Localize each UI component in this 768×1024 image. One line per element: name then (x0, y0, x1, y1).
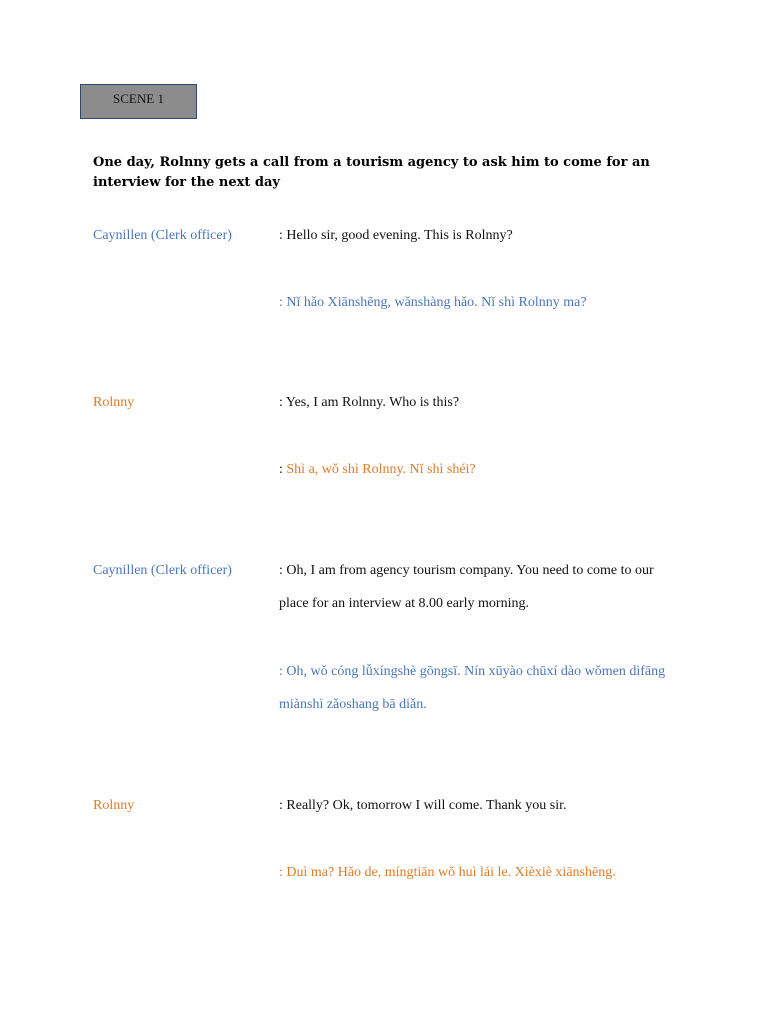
english-line: : Yes, I am Rolnny. Who is this? (279, 395, 460, 410)
pinyin-line: : Shì a, wǒ shì Rolnny. Nǐ shì shéi? (279, 462, 476, 477)
scene-intro: One day, Rolnny gets a call from a tourism agency to ask him to come for an interview for the next day (93, 155, 650, 190)
speaker-name: Caynillen (Clerk officer) (93, 563, 232, 578)
scene-label: SCENE 1 (113, 91, 164, 106)
pinyin-line: : Oh, wǒ cóng lǚxíngshè gōngsī. Nín xūyào chūxí dào wǒmen dìfāng miànshì zǎoshang bā diǎn. (279, 664, 666, 712)
english-line: : Hello sir, good evening. This is Rolnny? (279, 228, 513, 243)
speaker-name: Caynillen (Clerk officer) (93, 228, 232, 243)
pinyin-line: : Nǐ hǎo Xiānshēng, wǎnshàng hǎo. Nǐ shì Rolnny ma? (279, 295, 587, 310)
english-line: : Oh, I am from agency tourism company. You need to come to our place for an interview at 8.00 early morning. (279, 563, 654, 611)
english-line: : Really? Ok, tomorrow I will come. Thank you sir. (279, 798, 567, 813)
speaker-name: Rolnny (93, 395, 135, 410)
pinyin-line: : Duì ma? Hǎo de, míngtiān wǒ huì lái le. Xièxiè xiānshēng. (279, 865, 616, 880)
speaker-name: Rolnny (93, 798, 135, 813)
scene-label-box (80, 84, 197, 119)
